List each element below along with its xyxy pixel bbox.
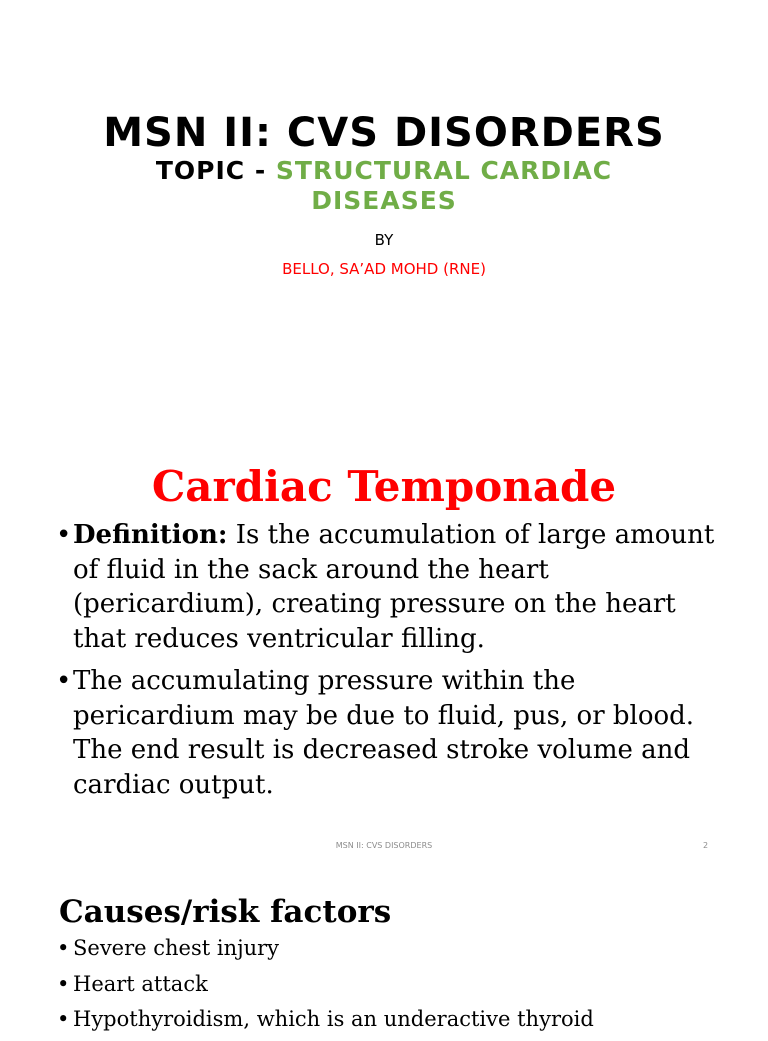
bullet-icon: • [57,936,70,960]
bullet-icon: • [56,666,72,696]
list-item [56,664,716,802]
bullet-text: Is the accumulation of large amount of fluid in the sack around the heart (pericardium), creating pressure on the heart that reduces ventricular filling. [73,520,715,654]
bullet-list [56,518,716,810]
slide-footer: MSN II: CVS DISORDERS [335,841,433,850]
bullet-text: The accumulating pressure within the pericardium may be due to fluid, pus, or blood. The end result is decreased stroke volume and cardiac output. [73,666,695,800]
slide-title: Causes/risk factors [59,894,392,930]
topic-highlight: STRUCTURAL CARDIAC DISEASES [275,156,613,215]
by-label: BY [374,231,394,249]
bullet-icon: • [57,971,70,996]
list-item [56,518,716,656]
topic-prefix: TOPIC - [155,156,276,185]
author-name: BELLO, SA’AD MOHD (RNE) [282,260,486,278]
bullet-icon: • [56,520,72,550]
bullet-text: Heart attack [73,971,208,996]
bullet-text: Hypothyroidism, which is an underactive thyroid [73,1007,594,1031]
topic-heading [84,156,684,216]
bullet-text: Severe chest injury [73,936,280,960]
slide-title: Cardiac Temponade [151,462,617,511]
list-item [57,970,737,998]
bullet-list [57,934,737,1041]
causes-slide [0,862,768,1031]
bullet-icon: • [57,1007,70,1031]
page-number: 2 [703,841,709,850]
cardiac-tamponade-slide [0,430,768,862]
title-slide [0,0,768,430]
list-item [57,1005,737,1033]
presentation-title: MSN II: CVS DISORDERS [103,110,665,156]
list-item [57,934,737,962]
definition-label: Definition: [73,520,228,550]
